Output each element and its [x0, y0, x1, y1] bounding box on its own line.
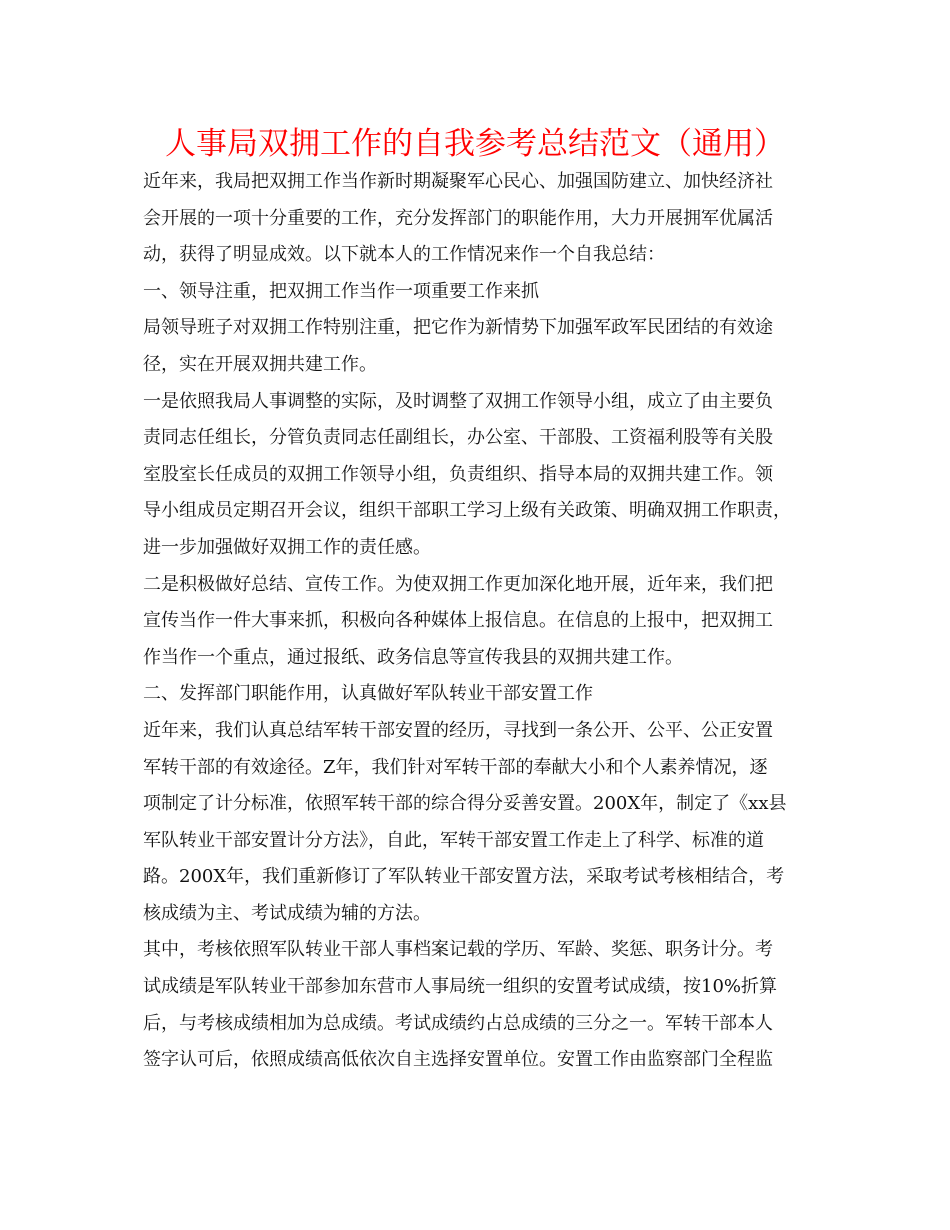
- body-line: 其中，考核依照军队转业干部人事档案记载的学历、军龄、奖惩、职务计分。考: [143, 939, 773, 961]
- body-line: 后，与考核成绩相加为总成绩。考试成绩约占总成绩的三分之一。军转干部本人: [143, 1012, 773, 1034]
- section-heading: 一、领导注重，把双拥工作当作一项重要工作来抓: [143, 280, 539, 302]
- body-line: 军转干部的有效途径。Z年，我们针对军转干部的奉献大小和个人素养情况，逐: [143, 756, 768, 778]
- document-body: [143, 164, 813, 1079]
- document-title: 人事局双拥工作的自我参考总结范文（通用）: [165, 126, 785, 162]
- body-line: 军队转业干部安置计分方法》，自此，军转干部安置工作走上了科学、标准的道: [143, 829, 764, 851]
- body-line: 项制定了计分标准，依照军转干部的综合得分妥善安置。200X年，制定了《xx县: [143, 793, 787, 815]
- body-line: 径，实在开展双拥共建工作。: [143, 353, 377, 375]
- section-heading: 二、发挥部门职能作用，认真做好军队转业干部安置工作: [143, 683, 593, 705]
- body-line: 动，获得了明显成效。以下就本人的工作情况来作一个自我总结：: [143, 244, 665, 266]
- body-line: 路。200X年，我们重新修订了军队转业干部安置方法，采取考试考核相结合，考: [143, 866, 785, 888]
- body-line: 一是依照我局人事调整的实际，及时调整了双拥工作领导小组，成立了由主要负: [143, 390, 773, 412]
- body-line: 会开展的一项十分重要的工作，充分发挥部门的职能作用，大力开展拥军优属活: [143, 207, 773, 229]
- body-line: 责同志任组长，分管负责同志任副组长，办公室、干部股、工资福利股等有关股: [143, 427, 773, 449]
- body-line: 进一步加强做好双拥工作的责任感。: [143, 536, 431, 558]
- body-line: 近年来，我局把双拥工作当作新时期凝聚军心民心、加强国防建立、加快经济社: [143, 171, 773, 192]
- body-line: 近年来，我们认真总结军转干部安置的经历，寻找到一条公开、公平、公正安置: [143, 719, 773, 741]
- body-line: 试成绩是军队转业干部参加东营市人事局统一组织的安置考试成绩，按10%折算: [143, 976, 778, 998]
- body-line: 宣传当作一件大事来抓，积极向各种媒体上报信息。在信息的上报中，把双拥工: [143, 610, 773, 632]
- body-line: 签字认可后，依照成绩高低依次自主选择安置单位。安置工作由监察部门全程监: [143, 1049, 773, 1071]
- body-line: 核成绩为主、考试成绩为辅的方法。: [143, 902, 431, 924]
- body-line: 二是积极做好总结、宣传工作。为使双拥工作更加深化地开展，近年来，我们把: [143, 573, 773, 595]
- body-line: 作当作一个重点，通过报纸、政务信息等宣传我县的双拥共建工作。: [143, 646, 683, 668]
- body-line: 导小组成员定期召开会议，组织干部职工学习上级有关政策、明确双拥工作职责，: [143, 500, 791, 522]
- body-line: 局领导班子对双拥工作特别注重，把它作为新情势下加强军政军民团结的有效途: [143, 317, 773, 339]
- body-line: 室股室长任成员的双拥工作领导小组，负责组织、指导本局的双拥共建工作。领: [143, 463, 773, 485]
